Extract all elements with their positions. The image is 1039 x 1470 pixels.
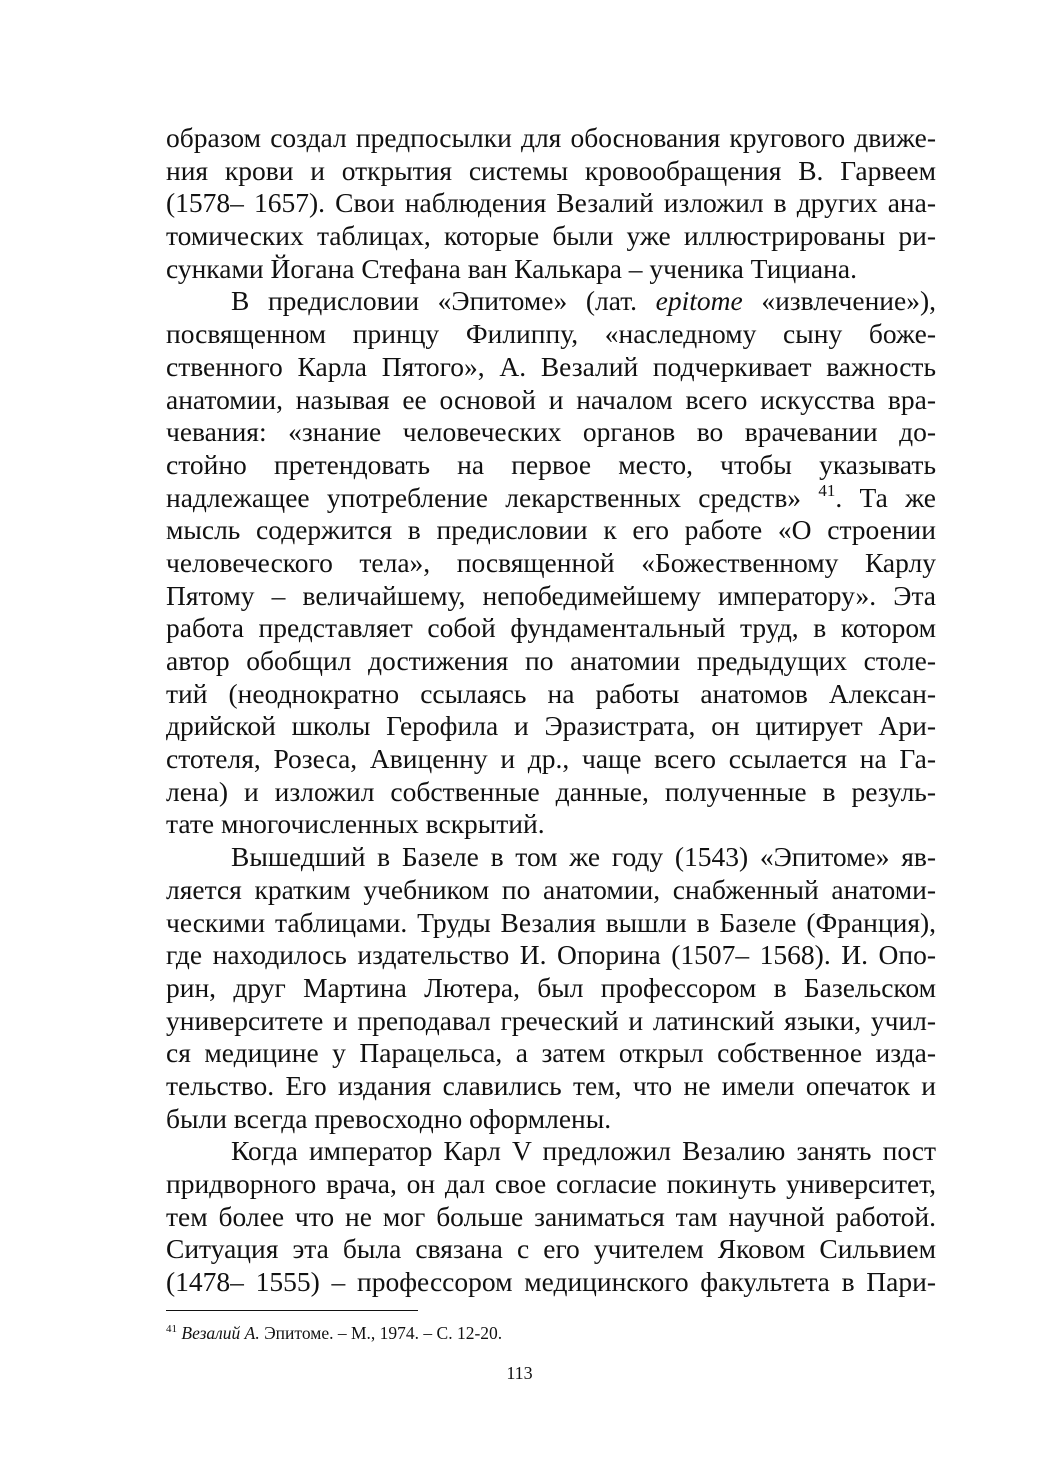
text-line: где находилось издательство И. Опорина (1507– 1568). И. Опо- bbox=[166, 939, 936, 971]
text-line: образом создал предпосылки для обоснования кругового движе- bbox=[166, 122, 936, 153]
text-line: были всегда превосходно оформлены. bbox=[166, 1102, 612, 1134]
text-line: тем более что не мог больше заниматься там научной работой. bbox=[166, 1200, 936, 1232]
latin-term: epitome bbox=[655, 285, 743, 317]
text-segment: «извлечение»), bbox=[742, 285, 936, 317]
text-line: ляется кратким учебником по анатомии, снабженный анатоми- bbox=[166, 873, 936, 905]
text-line bbox=[166, 482, 936, 515]
text-line: Пятому – величайшему, непобедимейшему императору». Эта bbox=[166, 579, 936, 611]
main-text bbox=[166, 122, 936, 1299]
text-line: Когда император Карл V предложил Везалию занять пост bbox=[231, 1135, 936, 1167]
text-line: ческими таблицами. Труды Везалия вышли в Базеле (Франция), bbox=[166, 906, 936, 938]
text-line: дрийской школы Герофила и Эразистрата, он цитирует Ари- bbox=[166, 710, 936, 742]
text-line: университете и преподавал греческий и латинский языки, учил- bbox=[166, 1004, 936, 1036]
text-segment: В предисловии «Эпитоме» (лат. bbox=[231, 285, 656, 317]
text-line: человеческого тела», посвященной «Божественному Карлу bbox=[166, 546, 936, 578]
text-line: стойно претендовать на первое место, чтобы указывать bbox=[166, 448, 936, 480]
text-line: тате многочисленных вскрытий. bbox=[166, 808, 545, 840]
footnote-reference[interactable]: 41 bbox=[818, 480, 836, 500]
text-line: (1578– 1657). Свои наблюдения Везалий изложил в других ана- bbox=[166, 187, 936, 219]
text-segment: надлежащее употребление лекарственных средств» bbox=[166, 481, 819, 513]
text-line: рин, друг Мартина Лютера, был профессором в Базельском bbox=[166, 971, 936, 1003]
text-line: автор обобщил достижения по анатомии предыдущих столе- bbox=[166, 645, 936, 676]
text-line bbox=[166, 285, 936, 318]
text-line: чевания: «знание человеческих органов во врачевании до- bbox=[166, 416, 936, 448]
text-line: посвященном принцу Филиппу, «наследному сыну боже- bbox=[166, 318, 936, 350]
text-line: тельство. Его издания славились тем, что не имели опечаток и bbox=[166, 1069, 936, 1101]
text-line: работа представляет собой фундаментальный труд, в котором bbox=[166, 612, 936, 644]
footnote-number: 41 bbox=[166, 1323, 177, 1335]
text-line: Ситуация эта была связана с его учителем Яковом Сильвием bbox=[166, 1233, 936, 1265]
text-line: ния крови и открытия системы кровообращения В. Гарвеем bbox=[166, 154, 936, 186]
text-line: сунками Йогана Стефана ван Калькара – ученика Тициана. bbox=[166, 252, 857, 284]
text-line: (1478– 1555) – профессором медицинского факультета в Пари- bbox=[166, 1266, 936, 1298]
footnote-author: Везалий А. bbox=[181, 1323, 260, 1343]
text-line: ся медицине у Парацельса, а затем открыл собственное изда- bbox=[166, 1037, 936, 1069]
text-segment: . Та же bbox=[835, 481, 936, 513]
text-line: стотеля, Розеса, Авиценну и др., чаще всего ссылается на Га- bbox=[166, 743, 936, 775]
text-line: Вышедший в Базеле в том же году (1543) «Эпитоме» яв- bbox=[231, 841, 936, 873]
footnote-text: Эпитоме. – М., 1974. – С. 12-20. bbox=[259, 1323, 503, 1343]
text-line: томических таблицах, которые были уже иллюстрированы ри- bbox=[166, 220, 936, 252]
text-line: анатомии, называя ее основой и началом всего искусства вра- bbox=[166, 383, 936, 415]
text-line: придворного врача, он дал свое согласие покинуть университет, bbox=[166, 1168, 936, 1199]
footnote-divider bbox=[166, 1310, 418, 1311]
footnote bbox=[166, 1322, 936, 1344]
text-line: тий (неоднократно ссылаясь на работы анатомов Алексан- bbox=[166, 677, 936, 709]
text-line: ственного Карла Пятого», А. Везалий подчеркивает важность bbox=[166, 350, 936, 382]
text-line: мысль содержится в предисловии к его работе «О строении bbox=[166, 514, 936, 546]
text-line: лена) и изложил собственные данные, полученные в резуль- bbox=[166, 775, 936, 807]
page-number: 113 bbox=[506, 1363, 533, 1383]
